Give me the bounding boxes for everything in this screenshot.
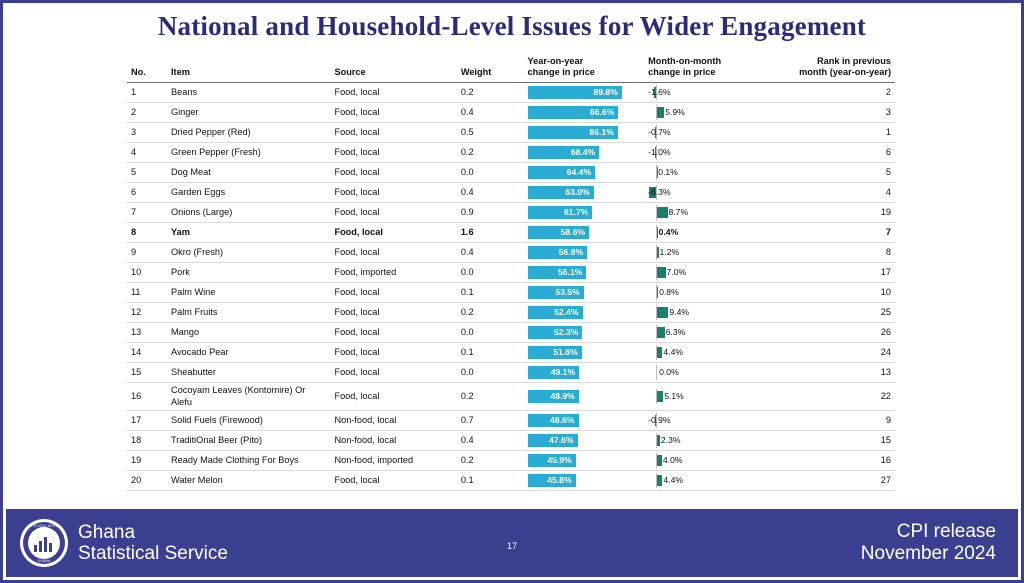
table-header <box>127 56 895 83</box>
cell-source: Food, local <box>330 143 456 163</box>
cell-yoy-bar <box>524 471 645 491</box>
cell-item: Mango <box>167 323 330 343</box>
mom-value-label: 4.0% <box>662 455 683 466</box>
cell-source: Food, local <box>330 343 456 363</box>
cell-source: Food, local <box>330 103 456 123</box>
cell-no: 6 <box>127 183 167 203</box>
cell-no: 7 <box>127 203 167 223</box>
ghana-statistical-service-logo-icon <box>20 519 68 567</box>
table-row <box>127 343 895 363</box>
yoy-value-label: 61.7% <box>563 207 589 218</box>
cell-weight: 0.0 <box>457 363 524 383</box>
cell-mom-bar <box>644 83 768 103</box>
mom-value-label: 0.0% <box>659 367 679 378</box>
cell-item: Palm Wine <box>167 283 330 303</box>
cell-no: 18 <box>127 431 167 451</box>
cell-mom-bar <box>644 163 768 183</box>
cell-no: 15 <box>127 363 167 383</box>
column-header-yoy <box>524 56 645 83</box>
column-header-rank-line2: month (year-on-year) <box>799 67 891 78</box>
page-title: National and Household-Level Issues for Wider Engagement <box>157 11 867 41</box>
cell-weight: 0.4 <box>457 183 524 203</box>
cell-weight: 0.1 <box>457 471 524 491</box>
cell-item: Sheabutter <box>167 363 330 383</box>
cell-mom-bar <box>644 243 768 263</box>
cell-yoy-bar <box>524 303 645 323</box>
yoy-value-label: 86.1% <box>589 127 614 138</box>
mom-value-label: -1.0% <box>648 147 671 158</box>
cell-rank: 26 <box>768 323 895 343</box>
cell-rank: 2 <box>768 83 895 103</box>
cell-source: Food, imported <box>330 263 456 283</box>
mom-bar <box>657 391 663 402</box>
yoy-value-label: 52.3% <box>554 327 579 338</box>
cell-source: Food, local <box>330 243 456 263</box>
cell-source: Non-food, imported <box>330 451 456 471</box>
yoy-value-label: 89.8% <box>593 87 618 98</box>
cell-source: Food, local <box>330 183 456 203</box>
cell-weight: 0.7 <box>457 411 524 431</box>
cell-no: 12 <box>127 303 167 323</box>
table-row <box>127 123 895 143</box>
cell-mom-bar <box>644 303 768 323</box>
mom-value-label: -6.3% <box>648 187 671 198</box>
cell-rank: 8 <box>768 243 895 263</box>
column-header-rank-line1: Rank in previous <box>816 56 891 66</box>
cell-mom-bar <box>644 203 768 223</box>
cell-rank: 13 <box>768 363 895 383</box>
cell-no: 14 <box>127 343 167 363</box>
cell-mom-bar <box>644 343 768 363</box>
cell-source: Food, local <box>330 383 456 411</box>
yoy-value-label: 86.6% <box>590 107 615 118</box>
cell-weight: 0.2 <box>457 451 524 471</box>
column-header-rank <box>768 56 895 83</box>
column-header-weight: Weight <box>457 56 524 83</box>
table-row <box>127 243 895 263</box>
column-header-mom-line2: change in price <box>648 67 716 78</box>
cell-rank: 17 <box>768 263 895 283</box>
brand <box>20 519 228 567</box>
cell-yoy-bar <box>524 431 645 451</box>
mom-bar <box>657 435 660 446</box>
cell-rank: 7 <box>768 223 895 243</box>
logo-top-text: STATISTICAL SERVICE <box>23 524 65 528</box>
cell-yoy-bar <box>524 223 645 243</box>
table-row <box>127 263 895 283</box>
mom-value-label: 7.0% <box>666 267 687 278</box>
mom-bar <box>657 327 665 338</box>
cell-weight: 0.4 <box>457 243 524 263</box>
cell-no: 10 <box>127 263 167 283</box>
mom-value-label: 5.1% <box>664 391 684 402</box>
cell-yoy-bar <box>524 183 645 203</box>
column-header-mom <box>644 56 768 83</box>
slide-footer <box>6 509 1018 577</box>
release-line-1: CPI release <box>896 521 996 543</box>
mom-bar <box>657 307 668 318</box>
cell-item: Pork <box>167 263 330 283</box>
cell-no: 1 <box>127 83 167 103</box>
table-row <box>127 323 895 343</box>
cell-item: Avocado Pear <box>167 343 330 363</box>
mom-value-label: 0.4% <box>658 227 679 238</box>
column-header-no: No. <box>127 56 167 83</box>
mom-value-label: 1.2% <box>659 247 680 258</box>
cell-mom-bar <box>644 223 768 243</box>
cell-source: Non-food, local <box>330 431 456 451</box>
cell-no: 17 <box>127 411 167 431</box>
yoy-value-label: 45.8% <box>547 475 572 486</box>
cell-weight: 0.5 <box>457 123 524 143</box>
cell-no: 16 <box>127 383 167 411</box>
cell-rank: 3 <box>768 103 895 123</box>
mom-bar <box>657 287 658 298</box>
cell-yoy-bar <box>524 143 645 163</box>
cell-mom-bar <box>644 183 768 203</box>
cell-item: Beans <box>167 83 330 103</box>
cell-no: 2 <box>127 103 167 123</box>
cell-rank: 10 <box>768 283 895 303</box>
yoy-value-label: 53.5% <box>555 287 580 298</box>
table-row <box>127 223 895 243</box>
table-body <box>127 83 895 491</box>
yoy-value-label: 56.1% <box>558 267 583 278</box>
cell-weight: 0.2 <box>457 143 524 163</box>
cell-mom-bar <box>644 323 768 343</box>
table-row <box>127 283 895 303</box>
cell-no: 8 <box>127 223 167 243</box>
cell-source: Food, local <box>330 471 456 491</box>
cell-weight: 0.0 <box>457 263 524 283</box>
mom-value-label: 8.7% <box>668 207 689 218</box>
brand-line-2: Statistical Service <box>78 543 228 564</box>
table-row <box>127 471 895 491</box>
cell-item: TraditiOnal Beer (Pito) <box>167 431 330 451</box>
yoy-value-label: 45.9% <box>547 455 572 466</box>
brand-line-1: Ghana <box>78 521 136 543</box>
mom-zero-axis <box>656 365 657 380</box>
cell-item: Ginger <box>167 103 330 123</box>
table-row <box>127 83 895 103</box>
cell-mom-bar <box>644 123 768 143</box>
mom-value-label: 0.1% <box>658 167 678 178</box>
cell-no: 3 <box>127 123 167 143</box>
cell-mom-bar <box>644 283 768 303</box>
cell-rank: 15 <box>768 431 895 451</box>
cell-weight: 0.0 <box>457 323 524 343</box>
column-header-source: Source <box>330 56 456 83</box>
cell-yoy-bar <box>524 163 645 183</box>
cell-source: Food, local <box>330 83 456 103</box>
yoy-value-label: 47.6% <box>549 435 574 446</box>
cell-item: Dried Pepper (Red) <box>167 123 330 143</box>
cell-weight: 0.2 <box>457 303 524 323</box>
cell-item: Green Pepper (Fresh) <box>167 143 330 163</box>
cell-yoy-bar <box>524 323 645 343</box>
cell-mom-bar <box>644 363 768 383</box>
page-number: 17 <box>506 541 518 551</box>
cell-rank: 5 <box>768 163 895 183</box>
table-row <box>127 163 895 183</box>
yoy-value-label: 58.6% <box>560 227 586 238</box>
cell-mom-bar <box>644 471 768 491</box>
mom-value-label: 5.9% <box>665 107 685 118</box>
cell-source: Food, local <box>330 283 456 303</box>
brand-text <box>78 522 228 565</box>
cell-no: 19 <box>127 451 167 471</box>
mom-value-label: -0.9% <box>648 415 671 426</box>
cell-yoy-bar <box>524 203 645 223</box>
cell-item: Palm Fruits <box>167 303 330 323</box>
table-row <box>127 103 895 123</box>
cell-rank: 6 <box>768 143 895 163</box>
cell-rank: 16 <box>768 451 895 471</box>
cell-rank: 27 <box>768 471 895 491</box>
cell-no: 20 <box>127 471 167 491</box>
cell-source: Food, local <box>330 303 456 323</box>
release-info <box>861 521 996 565</box>
mom-bar <box>657 207 667 218</box>
cell-mom-bar <box>644 383 768 411</box>
cell-yoy-bar <box>524 283 645 303</box>
mom-value-label: -1.6% <box>648 87 671 98</box>
cell-source: Food, local <box>330 123 456 143</box>
table-row <box>127 431 895 451</box>
mom-value-label: 4.4% <box>663 347 684 358</box>
cell-item: Onions (Large) <box>167 203 330 223</box>
cpi-table-container <box>127 56 895 491</box>
cell-no: 9 <box>127 243 167 263</box>
cell-source: Food, local <box>330 223 456 243</box>
mom-value-label: 9.4% <box>669 307 690 318</box>
yoy-value-label: 68.4% <box>570 147 596 158</box>
cell-yoy-bar <box>524 383 645 411</box>
cell-yoy-bar <box>524 343 645 363</box>
yoy-value-label: 49.1% <box>550 367 576 378</box>
mom-value-label: 4.4% <box>663 475 684 486</box>
cell-mom-bar <box>644 263 768 283</box>
cell-rank: 22 <box>768 383 895 411</box>
yoy-value-label: 51.6% <box>553 347 578 358</box>
column-header-item: Item <box>167 56 330 83</box>
yoy-value-label: 48.9% <box>550 391 575 402</box>
cell-weight: 0.1 <box>457 343 524 363</box>
yoy-value-label: 52.4% <box>554 307 579 318</box>
cell-item: Ready Made Clothing For Boys <box>167 451 330 471</box>
mom-bar <box>657 475 662 486</box>
cell-item: Solid Fuels (Firewood) <box>167 411 330 431</box>
cell-no: 5 <box>127 163 167 183</box>
cell-rank: 1 <box>768 123 895 143</box>
table-row <box>127 411 895 431</box>
table-row <box>127 451 895 471</box>
cell-item: Dog Meat <box>167 163 330 183</box>
cell-weight: 0.4 <box>457 431 524 451</box>
mom-bar <box>657 247 658 258</box>
table-row <box>127 203 895 223</box>
mom-bar <box>657 347 662 358</box>
column-header-yoy-line1: Year-on-year <box>527 56 584 66</box>
cell-weight: 0.0 <box>457 163 524 183</box>
yoy-value-label: 64.4% <box>566 167 592 178</box>
cell-yoy-bar <box>524 83 645 103</box>
cell-rank: 25 <box>768 303 895 323</box>
release-line-2: November 2024 <box>860 543 996 564</box>
cell-item: Water Melon <box>167 471 330 491</box>
cell-mom-bar <box>644 411 768 431</box>
cell-weight: 0.9 <box>457 203 524 223</box>
table-header-row <box>127 56 895 83</box>
table-row <box>127 383 895 411</box>
column-header-mom-line1: Month-on-month <box>648 56 722 66</box>
cell-item: Okro (Fresh) <box>167 243 330 263</box>
cell-mom-bar <box>644 451 768 471</box>
cell-weight: 0.2 <box>457 83 524 103</box>
cell-rank: 9 <box>768 411 895 431</box>
table-row <box>127 363 895 383</box>
yoy-value-label: 48.6% <box>550 415 575 426</box>
table-row <box>127 303 895 323</box>
cell-item: Yam <box>167 223 330 243</box>
cell-weight: 0.2 <box>457 383 524 411</box>
mom-bar <box>657 227 658 238</box>
cell-yoy-bar <box>524 243 645 263</box>
cell-no: 4 <box>127 143 167 163</box>
cell-rank: 19 <box>768 203 895 223</box>
cell-source: Food, local <box>330 163 456 183</box>
logo-bottom-text: GHANA <box>37 558 51 563</box>
cell-yoy-bar <box>524 363 645 383</box>
cpi-table <box>127 56 895 491</box>
cell-rank: 24 <box>768 343 895 363</box>
cell-yoy-bar <box>524 103 645 123</box>
table-row <box>127 183 895 203</box>
cell-mom-bar <box>644 143 768 163</box>
mom-bar <box>657 455 662 466</box>
cell-weight: 0.1 <box>457 283 524 303</box>
yoy-value-label: 63.0% <box>565 187 590 198</box>
mom-value-label: 0.8% <box>659 287 679 298</box>
cell-mom-bar <box>644 103 768 123</box>
cell-mom-bar <box>644 431 768 451</box>
mom-bar <box>657 267 665 278</box>
cell-source: Non-food, local <box>330 411 456 431</box>
cell-source: Food, local <box>330 323 456 343</box>
mom-value-label: 6.3% <box>665 327 686 338</box>
column-header-yoy-line2: change in price <box>527 67 595 78</box>
cell-rank: 4 <box>768 183 895 203</box>
cell-weight: 1.6 <box>457 223 524 243</box>
mom-value-label: 2.3% <box>660 435 681 446</box>
cell-item: Cocoyam Leaves (Kontomire) Or Alefu <box>167 383 330 411</box>
mom-value-label: -0.7% <box>648 127 671 138</box>
cell-yoy-bar <box>524 263 645 283</box>
yoy-value-label: 56.8% <box>558 247 584 258</box>
mom-bar <box>657 107 664 118</box>
cell-source: Food, local <box>330 203 456 223</box>
cell-no: 11 <box>127 283 167 303</box>
cell-source: Food, local <box>330 363 456 383</box>
cell-yoy-bar <box>524 451 645 471</box>
cell-weight: 0.4 <box>457 103 524 123</box>
cell-item: Garden Eggs <box>167 183 330 203</box>
cell-yoy-bar <box>524 411 645 431</box>
cell-no: 13 <box>127 323 167 343</box>
cell-yoy-bar <box>524 123 645 143</box>
table-row <box>127 143 895 163</box>
